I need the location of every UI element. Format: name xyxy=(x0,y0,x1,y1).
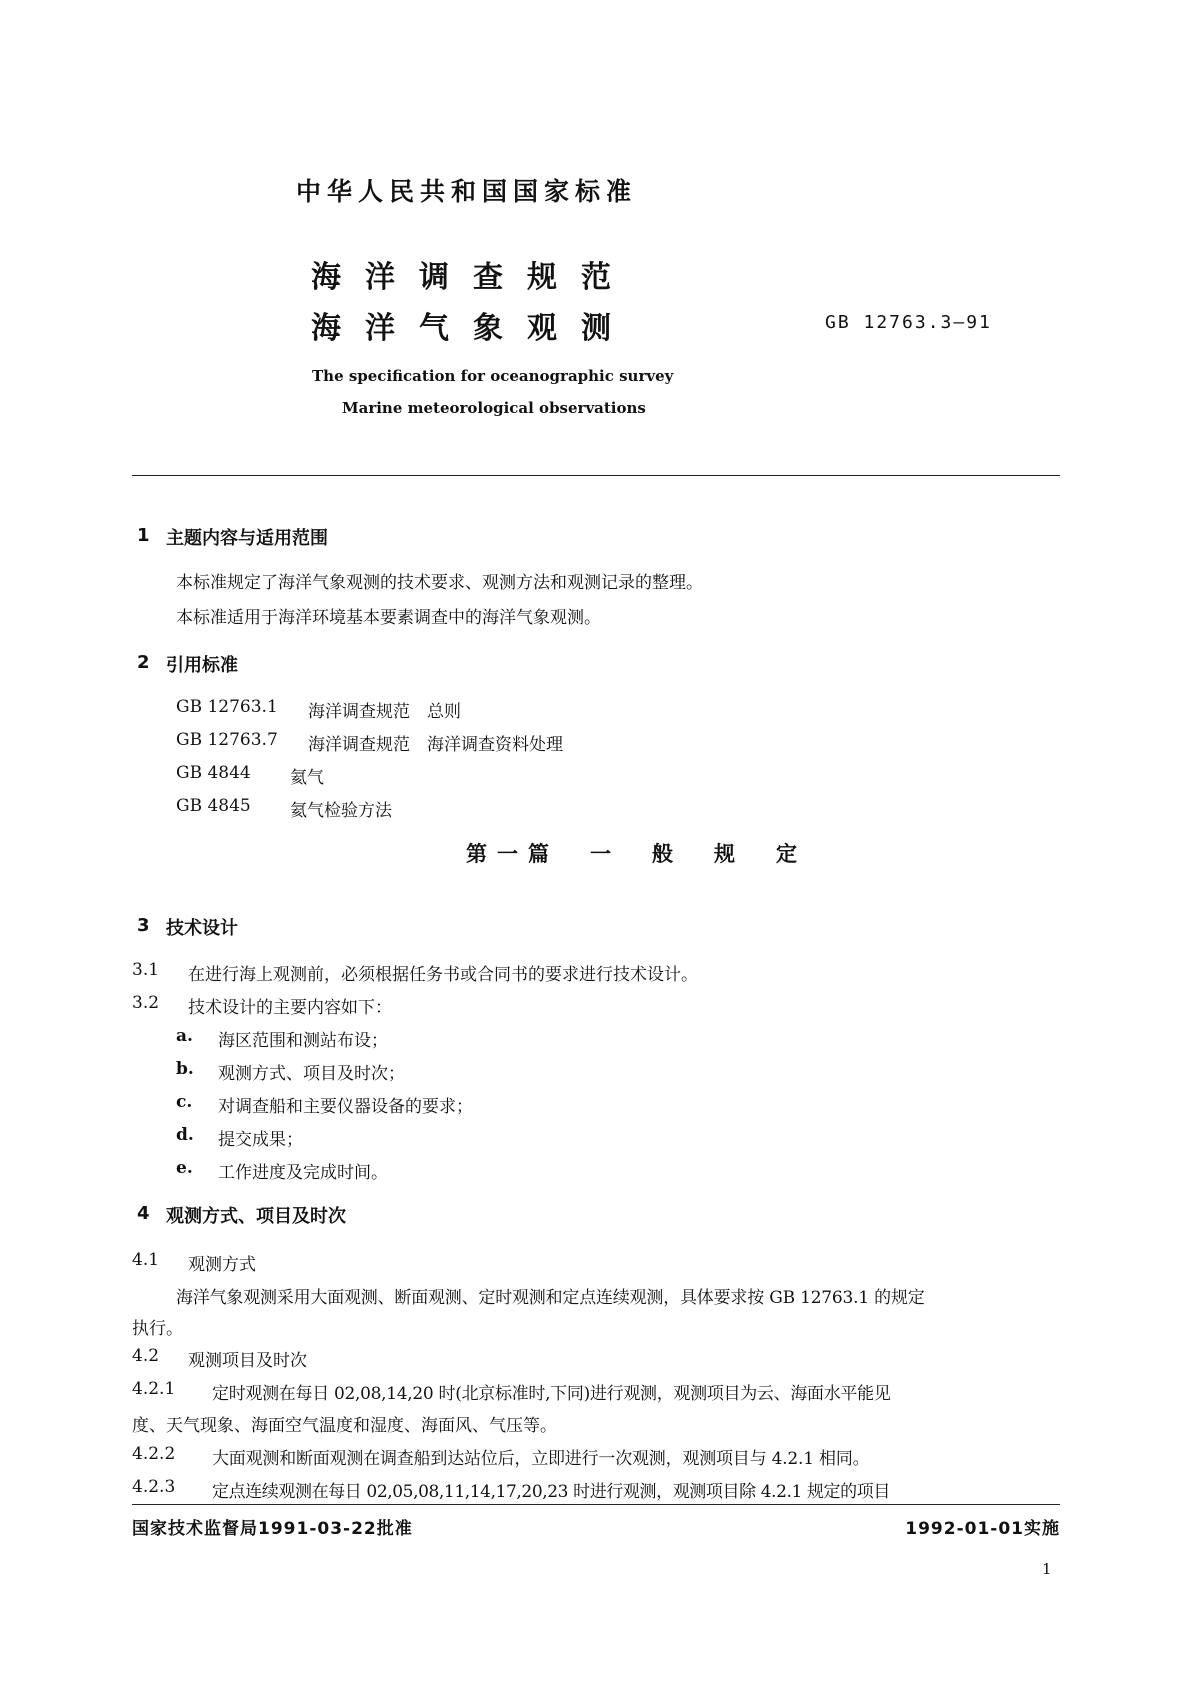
clause-4-2-3-text: 定点连续观测在每日 02,05,08,11,14,17,20,23 时进行观测，观测项目除 4.2.1 规定的项目 xyxy=(212,1482,890,1502)
clause-4-1-text-line1: 海洋气象观测采用大面观测、断面观测、定时观测和定点连续观测，具体要求按 GB 12763.1 的规定 xyxy=(176,1288,925,1308)
ref-code: GB 4845 xyxy=(176,796,251,816)
list-item-text: 工作进度及完成时间。 xyxy=(218,1163,388,1183)
list-item-label: d. xyxy=(176,1125,194,1145)
clause-4-2-2-text: 大面观测和断面观测在调查船到达站位后，立即进行一次观测，观测项目与 4.2.1 相同。 xyxy=(212,1449,870,1469)
footer-divider xyxy=(132,1504,1060,1505)
list-item-text: 海区范围和测站布设； xyxy=(218,1031,388,1051)
clause-4-2-number: 4.2 xyxy=(132,1346,160,1366)
standard-code: GB 12763.3—91 xyxy=(825,312,992,333)
clause-4-2-title: 观测项目及时次 xyxy=(188,1351,307,1371)
english-title-line2: Marine meteorological observations xyxy=(342,399,646,417)
ref-code: GB 12763.1 xyxy=(176,697,278,717)
clause-4-2-3-number: 4.2.3 xyxy=(132,1477,176,1497)
clause-3-1-text: 在进行海上观测前，必须根据任务书或合同书的要求进行技术设计。 xyxy=(188,965,698,985)
ref-code: GB 4844 xyxy=(176,763,251,783)
section4-number: 4 xyxy=(137,1203,150,1224)
list-item-text: 观测方式、项目及时次； xyxy=(218,1064,405,1084)
approval-note: 国家技术监督局1991-03-22批准 xyxy=(132,1519,413,1539)
section1-number: 1 xyxy=(137,525,150,546)
list-item-label: c. xyxy=(176,1092,193,1112)
section3-title: 技术设计 xyxy=(166,918,238,939)
clause-4-2-1-text-line2: 度、天气现象、海面空气温度和湿度、海面风、气压等。 xyxy=(132,1416,557,1436)
ref-code: GB 12763.7 xyxy=(176,730,278,750)
list-item-label: b. xyxy=(176,1059,194,1079)
section2-title: 引用标准 xyxy=(166,655,238,676)
clause-4-1-title: 观测方式 xyxy=(188,1255,256,1275)
ref-name: 海洋调查规范 总则 xyxy=(308,702,461,722)
clause-4-1-number: 4.1 xyxy=(132,1250,160,1270)
national-standard-heading: 中华人民共和国国家标准 xyxy=(296,177,638,206)
clause-3-1-number: 3.1 xyxy=(132,960,160,980)
section1-para2: 本标准适用于海洋环境基本要素调查中的海洋气象观测。 xyxy=(176,608,601,628)
section2-number: 2 xyxy=(137,652,150,673)
list-item-text: 提交成果； xyxy=(218,1130,303,1150)
section1-title: 主题内容与适用范围 xyxy=(166,528,328,549)
clause-3-2-number: 3.2 xyxy=(132,993,160,1013)
standard-title-line2: 海洋气象观测 xyxy=(311,311,635,346)
ref-name: 氦气检验方法 xyxy=(290,801,392,821)
part1-heading: 第一篇 一 般 规 定 xyxy=(466,842,807,866)
english-title-line1: The specification for oceanographic survey xyxy=(312,367,674,385)
clause-4-2-1-number: 4.2.1 xyxy=(132,1379,176,1399)
section3-number: 3 xyxy=(137,915,150,936)
clause-4-2-2-number: 4.2.2 xyxy=(132,1444,176,1464)
ref-name: 海洋调查规范 海洋调查资料处理 xyxy=(308,735,563,755)
list-item-label: a. xyxy=(176,1026,193,1046)
clause-4-1-text-line2: 执行。 xyxy=(132,1319,183,1339)
effective-date: 1992-01-01实施 xyxy=(905,1519,1060,1539)
header-divider xyxy=(132,475,1060,476)
clause-3-2-text: 技术设计的主要内容如下： xyxy=(188,998,392,1018)
ref-name: 氦气 xyxy=(290,768,324,788)
section4-title: 观测方式、项目及时次 xyxy=(166,1206,346,1227)
list-item-text: 对调查船和主要仪器设备的要求； xyxy=(218,1097,473,1117)
standard-title-line1: 海洋调查规范 xyxy=(311,260,635,295)
list-item-label: e. xyxy=(176,1158,193,1178)
section1-para1: 本标准规定了海洋气象观测的技术要求、观测方法和观测记录的整理。 xyxy=(176,573,703,593)
clause-4-2-1-text-line1: 定时观测在每日 02,08,14,20 时(北京标准时,下同)进行观测，观测项目为云、海面水平能见 xyxy=(212,1384,891,1404)
page-number: 1 xyxy=(1042,1560,1052,1578)
